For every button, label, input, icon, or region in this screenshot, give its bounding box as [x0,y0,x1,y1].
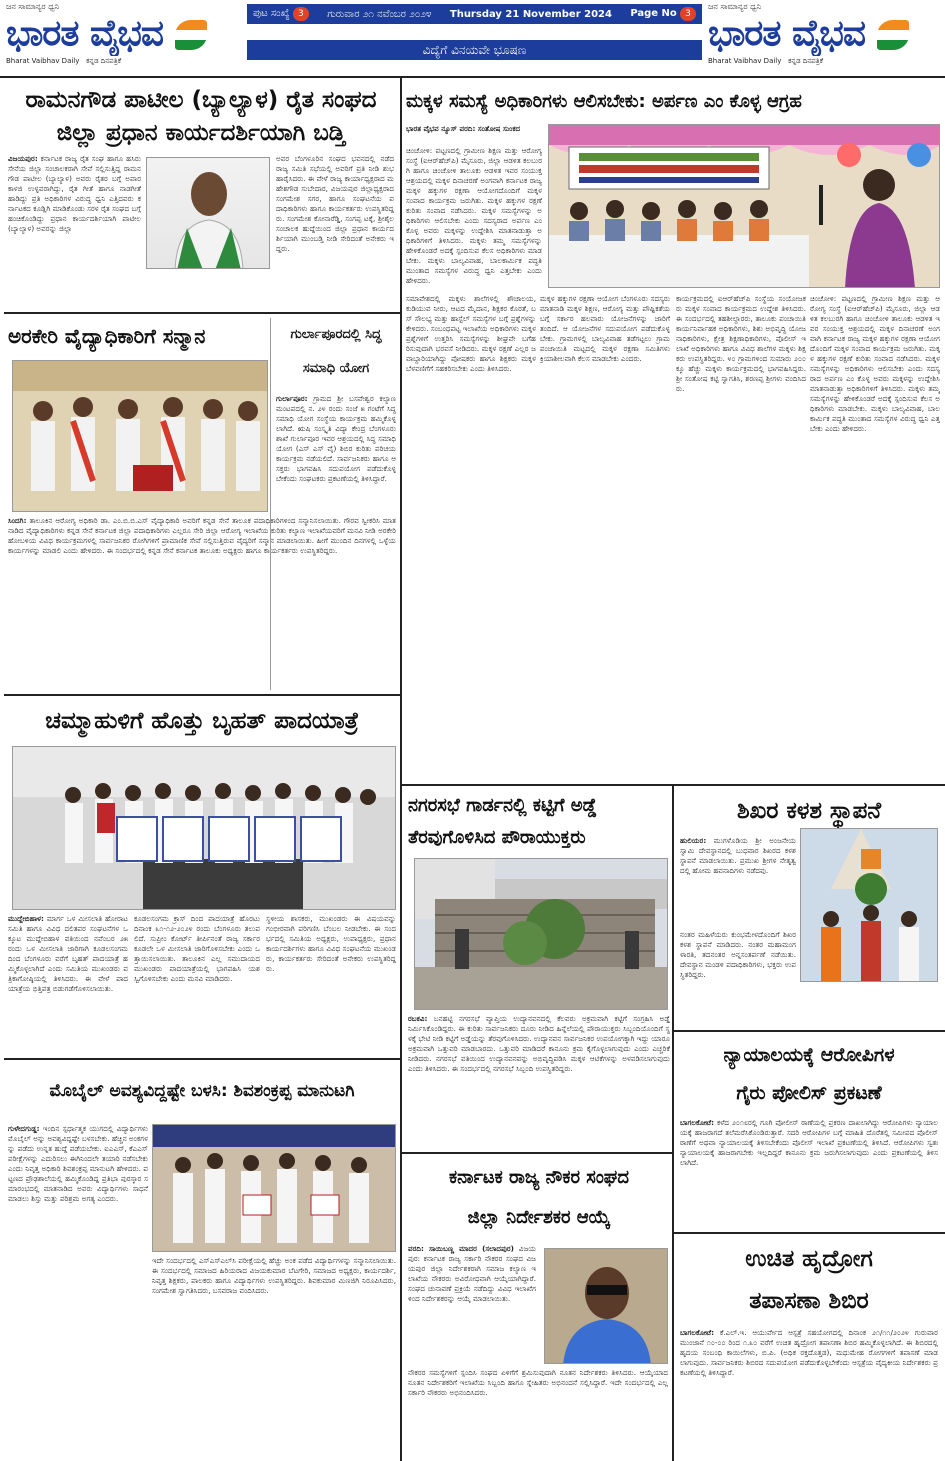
garden-clearance-icon [415,859,668,1010]
article-10-headline-line-1: ನ್ಯಾಯಾಲಯಕ್ಕೆ ಆರೋಪಿಗಳ [723,1044,895,1066]
article-6-photo [152,1124,396,1252]
flag-icon [175,20,207,50]
column-divider [400,78,402,1461]
flag-icon [877,20,909,50]
article-5-headline: ಚಮ್ಮಾಹುಳಿಗೆ ಹೊತ್ತು ಬೃಹತ್ ಪಾದಯಾತ್ರೆ [45,708,359,734]
article-3-headline-line-1: ಗುರ್ಲಾಪೂರದಲ್ಲಿ ಸಿದ್ಧ [290,327,382,342]
logo-left-name-text: ಭಾರತ ವೈಭವ [6,13,163,54]
article-4-body-1a: ಚಿಂಚೋಳಿ: ಪಟ್ಟಣದಲ್ಲಿ ಗ್ರಾಮೀಣ ಶಿಕ್ಷಣ ಮತ್ತು ಆರೋಗ್ಯ ಸಂಸ್ಥೆ (ಐಆರ್‌ಹೆಚ್‌ಪಿ) ಮೈಸೂರು, ಜಿಲ್ಲಾ ಆಡಳಿತ ಕಲಬುರಗಿ ಹಾಗೂ ಚಿಂಚೋಳಿ ತಾಲೂಕು ಆಡಳಿತ ಇವರ ಸಂಯುಕ್ತ ಆಶ್ರಯದಲ್ಲಿ ಮಕ್ಕಳ ದಿನಾಚರಣೆ ಅಂಗವಾಗಿ ಕರ್ನಾಟಕ ರಾಜ್ಯ ಮಕ್ಕಳ ಹಕ್ಕುಗಳ ರಕ್ಷಣಾ ಆಯೋಗದೊಂದಿಗೆ ಮಕ್ಕಳ ಸಂವಾದ ಕಾರ್ಯಕ್ರಮ ಜರುಗಿತು. ಮಕ್ಕಳ ಹಕ್ಕುಗಳ ರಕ್ಷಣೆ ಕುರಿತು ಸಂವಾದ ನಡೆಸಿದರು. ಮಕ್ಕಳ ಸಮಸ್ಯೆಗಳನ್ನು ಅಧಿಕಾರಿಗಳು ಆಲಿಸಬೇಕು ಎಂದು ಸದಸ್ಯರಾದ ಅರ್ಪಣ ಎಂ ಕೊಳ್ಳ ಅವರು ಮಕ್ಕಳನ್ನು ಉದ್ದೇಶಿಸಿ ಮಾತನಾಡುತ್ತಾ ಅಧಿಕಾರಿಗಳಿಗೆ ತಿಳಿಸಿದರು. ಮಕ್ಕಳು ತಮ್ಮ ಸಮಸ್ಯೆಗಳನ್ನು ಹೇಳಿಕೊಂಡರೆ ಅದಕ್ಕೆ ಸ್ಪಂದಿಸುವ ಕೆಲಸ ಅಧಿಕಾರಿಗಳು ಮಾಡಬೇಕು. ಮಕ್ಕಳು ಬಾಲ್ಯವಿವಾಹ, ಬಾಲಕಾರ್ಮಿಕ ಪದ್ಧತಿ ಮುಂತಾದ ಸಮಸ್ಯೆಗಳ ವಿರುದ್ಧ ಧ್ವನಿ ಎತ್ತಬೇಕು ಎಂದು ಹೇಳಿದರು. [406,146,542,285]
article-9-body-1 [680,836,796,926]
divider [4,1058,400,1060]
article-9-body-1-text: ಮುಗಳೊಡಿಯ ಶ್ರೀ ಅಂಜನೇಯ ಸ್ವಾಮಿ ದೇವಸ್ಥಾನದಲ್ಲಿ ಬುಧವಾರ ಶಿಖರದ ಕಳಶ ಸ್ಥಾಪನೆ ಮಾಡಲಾಯಿತು. ಪ್ರಮುಖ ಶ್ರೀಗಳ ನೇತೃತ್ವದಲ್ಲಿ ಹೋಮ ಹವನಾದಿಗಳು ನಡೆದವು. [680,836,796,875]
article-5-photo [12,746,396,910]
article-9-dateline: ಹುಲಿಯರ: [680,836,707,845]
article-11-headline [680,1238,938,1324]
children-interaction-event-icon [549,125,940,288]
article-1-photo [146,157,270,269]
article-6-dateline: ಗುಳೇದಗುಡ್ಡ: [8,1124,40,1133]
masthead-logo-right [708,2,940,74]
article-5-body-1-text: ಮಾರ್ಗ ಒಳ ಮೀಸಲಾತಿ ಹೋರಾಟ ಸಮಿತಿ ಹಾಗೂ ವಿವಿಧ ದಲಿತಪರ ಸಂಘಟನೆಗಳ ಒಕ್ಕೂಟ ಮುದ್ದೇಬಿಹಾಳ ವತಿಯಿಂದ ನವೆಂಬರ ೨೫ ರಂದು ಒಳ ಮೀಸಲಾತಿ ಜಾರಿಗಾಗಿ ಕೂಡಲಸಂಗಮದಿಂದ ಬೆಂಗಳೂರು ವರೆಗೆ ಬೃಹತ್ ಪಾದಯಾತ್ರೆ ಹಮ್ಮಿಕೊಳ್ಳಲಾಗಿದೆ ಎಂದು ಸಮಿತಿಯ ಮುಖಂಡರು ಪತ್ರಿಕಾಗೋಷ್ಠಿಯಲ್ಲಿ ತಿಳಿಸಿದರು. ಈ ವೇಳೆ ಪಾದಯಾತ್ರೆಯ ಭಿತ್ತಿಪತ್ರ ಬಿಡುಗಡೆಗೊಳಿಸಲಾಯಿತು. [8,914,128,993]
article-8-body-2: ನೌಕರರ ಸಮಸ್ಯೆಗಳಿಗೆ ಸ್ಪಂದಿಸಿ ಸಂಘದ ಏಳಿಗೆಗೆ ಶ್ರಮಿಸುವುದಾಗಿ ನೂತನ ನಿರ್ದೇಶಕರು ತಿಳಿಸಿದರು. ಆಯ್ಕೆಯಾದ ನೂತನ ನಿರ್ದೇಶಕರಿಗೆ ಇಲಾಖೆಯ ಸಿಬ್ಬಂದಿ ಹಾಗೂ ಸ್ನೇಹಿತರು ಅಭಿನಂದನೆ ಸಲ್ಲಿಸಿದ್ದಾರೆ. ಇದೇ ಸಂದರ್ಭದಲ್ಲಿ ಎಲ್ಲ ಸರ್ಕಾರಿ ನೌಕರರು ಅಭಿನಂದಿಸಿದರು. [408,1368,668,1397]
page-number-kn: 3 [293,7,309,21]
article-9-photo [800,828,938,982]
article-8-dateline: ವರದಿ: ಸಾಯಿಬಣ್ಣ ಮಾದರ (ಸಲಾದಪುರ) [408,1244,514,1253]
article-8-headline-line-2: ಜಿಲ್ಲಾ ನಿರ್ದೇಶಕರ ಆಯ್ಕೆ [467,1207,611,1228]
logo-right-sub-en: Bharat Vaibhav Daily [708,57,782,65]
felicitation-group-icon [13,361,268,512]
article-11-headline-line-2: ತಪಾಸಣಾ ಶಿಬಿರ [749,1288,869,1314]
masthead-logo-left [6,2,238,74]
article-11-body [680,1328,938,1456]
article-10-headline-line-2: ಗೈರು ಪೋಲಿಸ್ ಪ್ರಕಟಣೆ [736,1082,882,1104]
person-portrait-icon [147,158,270,269]
article-2-photo [12,360,268,512]
article-10-body-text: ಕಳೆದ ೨೦೧೮ರಲ್ಲಿ ಗೂಗಿ ಪೋಲೀಸ್ ಠಾಣೆಯಲ್ಲಿ ಪ್ರಕರಣ ದಾಖಲಾಗಿದ್ದು ಆರೋಪಿಗಳು ನ್ಯಾಯಾಲಯಕ್ಕೆ ಹಾಜರಾಗದೆ ತಲೆಮರೆಸಿಕೊಂಡಿರುತ್ತಾರೆ. ಸದರಿ ಆರೋಪಿಗಳ ಬಗ್ಗೆ ಮಾಹಿತಿ ದೊರೆತಲ್ಲಿ ಸಮೀಪದ ಪೊಲೀಸ್ ಠಾಣೆಗೆ ಅಥವಾ ನ್ಯಾಯಾಲಯಕ್ಕೆ ತಿಳಿಸಬೇಕೆಂದು ಪೊಲೀಸ್ ಇಲಾಖೆ ಪ್ರಕಟಣೆಯಲ್ಲಿ ತಿಳಿಸಿದೆ. ಆರೋಪಿಗಳು ಸ್ವತಃ ನ್ಯಾಯಾಲಯಕ್ಕೆ ಹಾಜರಾಗಬೇಕು ಇಲ್ಲದಿದ್ದರೆ ಕಾನೂನು ಕ್ರಮ ಜರುಗಿಸಲಾಗುವುದು ಎಂದು ಪ್ರಕಟಣೆಯಲ್ಲಿ ತಿಳಿಸಲಾಗಿದೆ. [680,1118,938,1167]
article-8-body-1-text: ವಿಜಯಪುರ: ಕರ್ನಾಟಕ ರಾಜ್ಯ ಸರ್ಕಾರಿ ನೌಕರರ ಸಂಘದ ವಿಜಯಪುರ ಜಿಲ್ಲಾ ನಿರ್ದೇಶಕರಾಗಿ ಸಮಾಜ ಕಲ್ಯಾಣ ಇಲಾಖೆಯ ನೌಕರರು ಅವಿರೋಧವಾಗಿ ಆಯ್ಕೆಯಾಗಿದ್ದಾರೆ. ಸಂಘದ ಚುನಾವಣೆ ಪ್ರಕ್ರಿಯೆ ನಡೆದಿದ್ದು ವಿವಿಧ ಇಲಾಖೆಗಳಿಂದ ನಿರ್ದೇಶಕರನ್ನು ಆಯ್ಕೆ ಮಾಡಲಾಯಿತು. [408,1244,536,1303]
article-1-body-left [8,154,141,306]
article-2-dateline: ಸಿಂದಗಿ: [8,516,27,525]
article-7-photo [414,858,668,1010]
article-4-headline: ಮಕ್ಕಳ ಸಮಸ್ಯೆ ಅಧಿಕಾರಿಗಳು ಆಲಿಸಬೇಕು: ಅರ್ಪಣ ಎಂ ಕೊಳ್ಳ ಆಗ್ರಹ [406,91,802,112]
article-5-body-1 [8,914,128,1054]
article-1-dateline: ವಿಜಯಪುರ: [8,154,38,163]
article-3-headline-line-2: ಸಮಾಧಿ ಯೋಗ [302,361,370,376]
masthead [0,0,945,78]
date-en: Thursday 21 November 2024 [449,8,612,20]
article-1-headline-line-2: ಜಿಲ್ಲಾ ಪ್ರಧಾನ ಕಾರ್ಯದರ್ಶಿಯಾಗಿ ಬಡ್ತಿ [56,120,346,146]
article-10-body [680,1118,938,1228]
article-6-body-1 [8,1124,148,1454]
award-ceremony-icon [153,1125,396,1252]
divider [4,312,400,314]
article-10-headline [680,1036,938,1114]
article-5-dateline: ಮುದ್ದೇಬಿಹಾಳ: [8,914,44,923]
article-4-body-4b: ಚಿಂಚೋಳಿ: ಪಟ್ಟಣದಲ್ಲಿ ಗ್ರಾಮೀಣ ಶಿಕ್ಷಣ ಮತ್ತು ಆರೋಗ್ಯ ಸಂಸ್ಥೆ (ಐಆರ್‌ಹೆಚ್‌ಪಿ) ಮೈಸೂರು, ಜಿಲ್ಲಾ ಆಡಳಿತ ಕಲಬುರಗಿ ಹಾಗೂ ಚಿಂಚೋಳಿ ತಾಲೂಕು ಆಡಳಿತ ಇವರ ಸಂಯುಕ್ತ ಆಶ್ರಯದಲ್ಲಿ ಮಕ್ಕಳ ದಿನಾಚರಣೆ ಅಂಗವಾಗಿ ಕರ್ನಾಟಕ ರಾಜ್ಯ ಮಕ್ಕಳ ಹಕ್ಕುಗಳ ರಕ್ಷಣಾ ಆಯೋಗದೊಂದಿಗೆ ಮಕ್ಕಳ ಸಂವಾದ ಕಾರ್ಯಕ್ರಮ ಜರುಗಿತು. ಮಕ್ಕಳ ಹಕ್ಕುಗಳ ರಕ್ಷಣೆ ಕುರಿತು ಸಂವಾದ ನಡೆಸಿದರು. ಮಕ್ಕಳ ಸಮಸ್ಯೆಗಳನ್ನು ಅಧಿಕಾರಿಗಳು ಆಲಿಸಬೇಕು ಎಂದು ಸದಸ್ಯರಾದ ಅರ್ಪಣ ಎಂ ಕೊಳ್ಳ ಅವರು ಮಕ್ಕಳನ್ನು ಉದ್ದೇಶಿಸಿ ಮಾತನಾಡುತ್ತಾ ಅಧಿಕಾರಿಗಳಿಗೆ ತಿಳಿಸಿದರು. ಮಕ್ಕಳು ತಮ್ಮ ಸಮಸ್ಯೆಗಳನ್ನು ಹೇಳಿಕೊಂಡರೆ ಅದಕ್ಕೆ ಸ್ಪಂದಿಸುವ ಕೆಲಸ ಅಧಿಕಾರಿಗಳು ಮಾಡಬೇಕು. ಮಕ್ಕಳು ಬಾಲ್ಯವಿವಾಹ, ಬಾಲಕಾರ್ಮಿಕ ಪದ್ಧತಿ ಮುಂತಾದ ಸಮಸ್ಯೆಗಳ ವಿರುದ್ಧ ಧ್ವನಿ ಎತ್ತಬೇಕು ಎಂದು ಹೇಳಿದರು. [810,294,940,433]
issue-info-bar [247,4,702,24]
article-1-headline [8,84,394,152]
page-label-kn-text: ಪುಟ ಸಂಖ್ಯೆ [253,8,290,19]
article-1-body-left-text: ಕರ್ನಾಟಕ ರಾಜ್ಯ ರೈತ ಸಂಘ ಹಾಗೂ ಹಸಿರು ಸೇನೆಯ ಜಿಲ್ಲಾ ಸಂಚಾಲಕರಾಗಿ ಸೇವೆ ಸಲ್ಲಿಸುತ್ತಿದ್ದ ರಾಮನಗೌಡ ಪಾಟೀಲ (ಬ್ಯಾಲ್ಯಾಳ) ಅವರು ರೈತರ ಬಗ್ಗೆ ಅಪಾರ ಕಾಳಜಿ ಉಳ್ಳವರಾಗಿದ್ದು, ರೈತ ಗೀತೆ ಹಾಗೂ ನಾಡಗೀತೆ ಹಾಡಿದ್ದು ಪ್ರತಿ ಅಧಿಕಾರಿಗಳ ವಿರುದ್ಧ ಧ್ವನಿ ಎತ್ತಿದವರು ಕರ್ನಾಟಕದ ಕೂಡ್ಲಿಗಿ ಮಾಡಿಕೊಂಡು ಸರಳ ರೈತ ಸಂಘದ ಬಗ್ಗೆ ಹಂಚಿಕೊಂಡಿದ್ದು ಪ್ರಧಾನ ಕಾರ್ಯದರ್ಶಿಯಾಗಿ ಪಾಟೀಲ (ಬ್ಯಾಲ್ಯಾಳ) ಅವರನ್ನು ಜಿಲ್ಲಾ [8,154,141,233]
article-6-body-2: ಇದೇ ಸಂದರ್ಭದಲ್ಲಿ ಎಸ್‌ಎಸ್‌ಎಲ್‌ಸಿ ಪರೀಕ್ಷೆಯಲ್ಲಿ ಹೆಚ್ಚು ಅಂಕ ಪಡೆದ ವಿದ್ಯಾರ್ಥಿಗಳನ್ನು ಸನ್ಮಾನಿಸಲಾಯಿತು. ಈ ಸಂದರ್ಭದಲ್ಲಿ ಸಮಾಜದ ಹಿರಿಯರಾದ ವಿಜಯಕುಮಾರ ಬೆಟಗೇರಿ, ಸಮಾಜದ ಅಧ್ಯಕ್ಷರು, ಕಾರ್ಯದರ್ಶಿ, ನಿವೃತ್ತ ಶಿಕ್ಷಕರು, ಪಾಲಕರು ಹಾಗೂ ವಿದ್ಯಾರ್ಥಿಗಳು ಉಪಸ್ಥಿತರಿದ್ದರು. ಶಿವಕುಮಾರ ಮಿಣಜಿಗಿ ನಿರೂಪಿಸಿದರು, ಸಂಗಮೇಶ ಸ್ವಾಗತಿಸಿದರು, ಬಸವರಾಜ ವಂದಿಸಿದರು. [152,1256,396,1295]
article-3-dateline: ಗುರ್ಲಾಪೂರ: [276,394,308,403]
article-4-body-2: ಸಮಾವೇಶದಲ್ಲಿ ಮಕ್ಕಳು ಶಾಲೆಗಳಲ್ಲಿ ಶೌಚಾಲಯ, ಕುಡಿಯುವ ನೀರು, ಆಟದ ಮೈದಾನ, ಶಿಕ್ಷಕರ ಕೊರತೆ, ಬಸ್ ಸೌಲಭ್ಯ ಮತ್ತು ಹಾಸ್ಟೆಲ್ ಸಮಸ್ಯೆಗಳ ಬಗ್ಗೆ ಪ್ರಶ್ನೆಗಳನ್ನು ಕೇಳಿದರು. ಸಂಬಂಧಪಟ್ಟ ಇಲಾಖೆಯ ಅಧಿಕಾರಿಗಳು ಮಕ್ಕಳ ಪ್ರಶ್ನೆಗಳಿಗೆ ಉತ್ತರಿಸಿ ಸಮಸ್ಯೆಗಳನ್ನು ಶೀಘ್ರವೇ ಬಗೆಹರಿಸುವುದಾಗಿ ಭರವಸೆ ನೀಡಿದರು. ಮಕ್ಕಳ ರಕ್ಷಣೆ ಎಲ್ಲರ ಜವಾಬ್ದಾರಿಯಾಗಿದ್ದು ಪೋಷಕರು ಹಾಗೂ ಶಿಕ್ಷಕರು ಮಕ್ಕಳ ಬೆಳವಣಿಗೆಗೆ ಸಹಕರಿಸಬೇಕು ಎಂದು ತಿಳಿಸಿದರು. [406,294,536,373]
tagline: ವಿದ್ಯೆಗೆ ವಿನಯವೇ ಭೂಷಣ [247,40,702,60]
article-2-body-text: ತಾಲೂಕಿನ ಆರೋಗ್ಯ ಅಧಿಕಾರಿ ಡಾ. ಎಂ.ಬಿ.ಬಿ.ಎಸ್ ವೈದ್ಯಾಧಿಕಾರಿ ಅವರಿಗೆ ಕನ್ನಡ ಸೇನೆ ತಾಲೂಕ ಪದಾಧಿಕಾರಿಗಳಿಂದ ಸನ್ಮಾನಿಸಲಾಯಿತು. ಗೌರವ ಸ್ವೀಕರಿಸಿ ಮಾತನಾಡಿದ ವೈದ್ಯಾಧಿಕಾರಿಗಳು ಕನ್ನಡ ಸೇನೆ ಕರ್ನಾಟಕ ಜಿಲ್ಲಾ ಪದಾಧಿಕಾರಿಗಳು ಎಲ್ಲರೂ ಸೇರಿ ಜಿಲ್ಲಾ ಆರೋಗ್ಯ ಇಲಾಖೆಯ ಕುರಿತು ಕಲ್ಯಾಣ ಇಲಾಖೆಯವರಿಗೆ ಮನವಿ ನೀಡಿ ಅರಕೇರಿ ಹೋಬಳಿಯ ವಿವಿಧ ಕಾರ್ಯಕ್ರಮಗಳಲ್ಲಿ ಸಾರ್ವಜನಿಕರ ರೋಗಿಗಳಿಗೆ ಪ್ರಾಮಾಣಿಕ ಸೇವೆ ಸಲ್ಲಿಸುತ್ತಿರುವ ವೈದ್ಯರಿಗೆ ಸನ್ಮಾನ ಮಾಡಲಾಯಿತು. ಹೀಗೆ ಮುಂದಿನ ದಿನಗಳಲ್ಲಿ ಒಳ್ಳೆಯ ಕಾರ್ಯಗಳನ್ನು ಮಾಡಲಿ ಎಂದು ಹೇಳಿದರು. ಈ ಸಂದರ್ಭದಲ್ಲಿ ಕನ್ನಡ ಸೇನೆ ಕರ್ನಾಟಕ ತಾಲೂಕು ಅಧ್ಯಕ್ಷರು ಹಾಗೂ ಕಾರ್ಯಕರ್ತರು ಉಪಸ್ಥಿತರಿದ್ದರು. [8,516,396,555]
article-5-body-3: ಸ್ಥಳೀಯ ಶಾಸಕರು, ಮುಖಂಡರು ಈ ವಿಷಯವನ್ನು ಗಂಭೀರವಾಗಿ ಪರಿಗಣಿಸಿ ಬೆಂಬಲ ನೀಡಬೇಕು. ಈ ಸಂದರ್ಭದಲ್ಲಿ ಸಮಿತಿಯ ಅಧ್ಯಕ್ಷರು, ಉಪಾಧ್ಯಕ್ಷರು, ಪ್ರಧಾನ ಕಾರ್ಯದರ್ಶಿಗಳು ಹಾಗೂ ವಿವಿಧ ಸಂಘಟನೆಯ ಮುಖಂಡರು, ಕಾರ್ಯಕರ್ತರು ಸೇರಿದಂತೆ ಅನೇಕರು ಉಪಸ್ಥಿತರಿದ್ದರು. [266,914,396,973]
article-7-headline-line-1: ನಗರಸಭೆ ಗಾರ್ಡನಲ್ಲಿ ಕಟ್ಟಿಗೆ ಅಡ್ಡೆ [408,795,597,816]
article-7-headline [408,790,670,854]
logo-left-sub-en: Bharat Vaibhav Daily [6,57,80,65]
divider [672,1030,945,1032]
article-4-body-4a: ಕಾರ್ಯಕ್ರಮದಲ್ಲಿ ಐಆರ್‌ಹೆಚ್‌ಪಿ ಸಂಸ್ಥೆಯ ಸಂಯೋಜಕರು ಮಕ್ಕಳ ಸಂವಾದ ಕಾರ್ಯಕ್ರಮದ ಉದ್ದೇಶ ತಿಳಿಸಿದರು. ಈ ಸಂದರ್ಭದಲ್ಲಿ ತಹಶೀಲ್ದಾರರು, ತಾಲೂಕು ಪಂಚಾಯಿತಿ ಕಾರ್ಯನಿರ್ವಾಹಕ ಅಧಿಕಾರಿಗಳು, ಶಿಶು ಅಭಿವೃದ್ಧಿ ಯೋಜನಾಧಿಕಾರಿಗಳು, ಕ್ಷೇತ್ರ ಶಿಕ್ಷಣಾಧಿಕಾರಿಗಳು, ಪೊಲೀಸ್ ಇಲಾಖೆ ಅಧಿಕಾರಿಗಳು ಹಾಗೂ ವಿವಿಧ ಶಾಲೆಗಳ ಮಕ್ಕಳು ಶಿಕ್ಷಕರು ಉಪಸ್ಥಿತರಿದ್ದರು. ೪೦ ಗ್ರಾಮಗಳಿಂದ ಸುಮಾರು ೨೦೦ಕ್ಕೂ ಹೆಚ್ಚು ಮಕ್ಕಳು ಕಾರ್ಯಕ್ರಮದಲ್ಲಿ ಭಾಗವಹಿಸಿದ್ದರು. ಶ್ರೀ ಸಂತೋಷ ಕಟ್ಟಿ ಸ್ವಾಗತಿಸಿ, ಶರಣಪ್ಪ ಶ್ರೀಗಳು ವಂದಿಸಿದರು. [676,294,806,393]
article-3-body [276,394,396,690]
article-9-body-2: ನಂತರ ಮಹಿಳೆಯರು ಕುಂಭಮೇಳದೊಂದಿಗೆ ಶಿಖರ ಕಳಶ ಸ್ಥಾಪನೆ ಮಾಡಿದರು. ನಂತರ ಮಹಾಮಂಗಳಾರತಿ, ತದನಂತರ ಅನ್ನಸಂತರ್ಪಣೆ ನಡೆಯಿತು. ದೇವಸ್ಥಾನ ಮಂಡಳಿ ಪದಾಧಿಕಾರಿಗಳು, ಭಕ್ತರು ಉಪಸ್ಥಿತರಿದ್ದರು. [680,930,796,979]
article-11-headline-line-1: ಉಚಿತ ಹೃದ್ರೋಗ [745,1246,873,1272]
article-5-body-2: ಕೂಡಲಸಂಗಮ ಕ್ರಾಸ್ ದಿಂದ ಪಾದಯಾತ್ರೆ ಹೊರಟು ದಿನಾಂಕ ೩೧-೧೨-೨೦೨೪ ರಂದು ಬೆಂಗಳೂರು ತಲುಪಲಿದೆ. ಸುಪ್ರೀಂ ಕೋರ್ಟ್ ತೀರ್ಪಿನಂತೆ ರಾಜ್ಯ ಸರ್ಕಾರ ಕೂಡಲೇ ಒಳ ಮೀಸಲಾತಿ ಜಾರಿಗೊಳಿಸಬೇಕು ಎಂದು ಒತ್ತಾಯಿಸಲಾಯಿತು. ತಾಲೂಕಿನ ಎಲ್ಲ ಸಮುದಾಯದ ಮುಖಂಡರು ಪಾದಯಾತ್ರೆಯಲ್ಲಿ ಭಾಗವಹಿಸಿ ಯಶಸ್ವಿಗೊಳಿಸಬೇಕು ಎಂದು ಮನವಿ ಮಾಡಿದರು. [134,914,260,983]
logo-right-name-text: ಭಾರತ ವೈಭವ [708,13,865,54]
page-label-en-text: Page No [630,8,677,19]
article-8-headline-line-1: ಕರ್ನಾಟಕ ರಾಜ್ಯ ನೌಕರ ಸಂಘದ [449,1167,629,1188]
article-10-dateline: ಬಾಗಲಕೋಟೆ: [680,1118,715,1127]
divider [4,694,400,696]
article-11-dateline: ಬಾಗಲಕೋಟೆ: [680,1328,715,1337]
article-1-body-right: ಅವರ ಬೆಂಗಳೂರಿನ ಸಂಘದ ಭವನದಲ್ಲಿ ನಡೆದ ರಾಜ್ಯ ಸಮಿತಿ ಸಭೆಯಲ್ಲಿ ಅವರಿಗೆ ಪ್ರತಿ ನೀಡಿ ಶುಭ ಹಾರೈಸಿದರು. ಈ ವೇಳೆ ರಾಜ್ಯ ಕಾರ್ಯಾಧ್ಯಕ್ಷರಾದ ಮಹೇಶಗೌಡ ಸುಬೇದಾರ, ವಿಜಯಪುರ ಜಿಲ್ಲಾಧ್ಯಕ್ಷರಾದ ಸಂಗಮೇಶ ಸಗರ, ಹಾಗೂ ಸಂಘಟನೆಯ ಪದಾಧಿಕಾರಿಗಳು ಹಾಗೂ ಕಾರ್ಯಕರ್ತರು ಉಪಸ್ಥಿತರಿದ್ದರು. ಸಂಗಮೇಶ ಕೋನಾರೆಡ್ಡಿ, ಸಂಗಪ್ಪ ಟಕ್ಕೆ, ಶ್ರೀಶೈಲ ಸಂಚಾಲಕ ಹುದ್ದೆಯಿಂದ ಜಿಲ್ಲಾ ಪ್ರಧಾನ ಕಾರ್ಯದರ್ಶಿಯಾಗಿ ಮುಂಬಡ್ತಿ ನೀಡಿ ಸೇರಿದಂತೆ ಅನೇಕರು ಇದ್ದರು. [276,154,394,253]
poster-release-group-icon [13,747,396,910]
column-divider-right [672,786,674,1461]
article-6-body-1-text: ಇಂದಿನ ಸ್ಪರ್ಧಾತ್ಮಕ ಯುಗದಲ್ಲಿ ವಿದ್ಯಾರ್ಥಿಗಳು ಮೊಬೈಲ್ ಅನ್ನು ಅವಶ್ಯವಿದ್ದಷ್ಟೇ ಬಳಸಬೇಕು. ಹೆಚ್ಚಿನ ಅಂಕಗಳನ್ನು ಪಡೆದು ಉನ್ನತ ಹುದ್ದೆ ಪಡೆಯಬೇಕು. ಐಎಎಸ್, ಕೆಎಎಸ್ ಪರೀಕ್ಷೆಗಳನ್ನು ಎದುರಿಸಲು ಈಗಿನಿಂದಲೇ ತಯಾರಿ ನಡೆಸಬೇಕು ಎಂದು ನಿವೃತ್ತ ಅಧಿಕಾರಿ ಶಿವಶಂಕ್ರಪ್ಪ ಮಾನುಟಗಿ ಹೇಳಿದರು. ಪಟ್ಟಣದ ಪ್ರೌಢಶಾಲೆಯಲ್ಲಿ ಹಮ್ಮಿಕೊಂಡಿದ್ದ ಪ್ರತಿಭಾ ಪುರಸ್ಕಾರ ಸಮಾರಂಭದಲ್ಲಿ ಮಾತನಾಡಿದ ಅವರು ವಿದ್ಯಾರ್ಥಿಗಳು ಸಾಧನೆ ಮಾಡಲು ಶಿಸ್ತು ಮತ್ತು ಪರಿಶ್ರಮ ಅಗತ್ಯ ಎಂದರು. [8,1124,148,1203]
article-7-headline-line-2: ತೆರವುಗೊಳಿಸಿದ ಪೌರಾಯುಕ್ತರು [408,827,586,848]
article-11-body-text: ಕೆ.ಎಲ್.ಇ. ಆಯುರ್ವೇದ ಆಸ್ಪತ್ರೆ ಸಹಯೋಗದಲ್ಲಿ ದಿನಾಂಕ ೨೧/೧೧/೨೦೨೪ ಗುರುವಾರ ಮುಂಜಾನೆ ೧೦-೦೦ ರಿಂದ ೧.೩೦ ವರೆಗೆ ಉಚಿತ ಹೃದ್ರೋಗ ತಪಾಸಣಾ ಶಿಬಿರ ಹಮ್ಮಿಕೊಳ್ಳಲಾಗಿದೆ. ಈ ಶಿಬಿರದಲ್ಲಿ ಹೃದಯ ಸಂಬಂಧಿ ಕಾಯಿಲೆಗಳು, ಬಿ.ಪಿ. (ಅಧಿಕ ರಕ್ತದೊತ್ತಡ), ಮಧುಮೇಹ ರೋಗಗಳಿಗೆ ತಪಾಸಣೆ ಮಾಡಲಾಗುವುದು. ಸಾರ್ವಜನಿಕರು ಶಿಬಿರದ ಸದುಪಯೋಗ ಪಡೆದುಕೊಳ್ಳಬೇಕೆಂದು ಆಸ್ಪತ್ರೆಯ ವೈದ್ಯಕೀಯ ನಿರ್ದೇಶಕರು ಪ್ರಕಟಣೆಯಲ್ಲಿ ತಿಳಿಸಿದ್ದಾರೆ. [680,1328,938,1377]
article-4-photo [548,124,940,288]
page-label-en [630,7,696,21]
article-7-body-text: ಬನಹಟ್ಟಿ ನಗರಸಭೆ ವ್ಯಾಪ್ತಿಯ ಉದ್ಯಾನವನದಲ್ಲಿ ಕೆಲವರು ಅಕ್ರಮವಾಗಿ ಕಟ್ಟಿಗೆ ಸಂಗ್ರಹಿಸಿ ಅಡ್ಡೆ ನಿರ್ಮಿಸಿಕೊಂಡಿದ್ದರು. ಈ ಕುರಿತು ಸಾರ್ವಜನಿಕರು ದೂರು ನೀಡಿದ ಹಿನ್ನೆಲೆಯಲ್ಲಿ ಪೌರಾಯುಕ್ತರು ಸಿಬ್ಬಂದಿಯೊಂದಿಗೆ ಸ್ಥಳಕ್ಕೆ ಭೇಟಿ ನೀಡಿ ಕಟ್ಟಿಗೆ ಅಡ್ಡೆಯನ್ನು ತೆರವುಗೊಳಿಸಿದರು. ಉದ್ಯಾನವನ ಸಾರ್ವಜನಿಕರ ಉಪಯೋಗಕ್ಕಾಗಿ ಇದ್ದು ಯಾರೂ ಅಕ್ರಮವಾಗಿ ಒತ್ತುವರಿ ಮಾಡಬಾರದು. ಒತ್ತುವರಿ ಮಾಡಿದರೆ ಕಾನೂನು ಕ್ರಮ ಕೈಗೊಳ್ಳಲಾಗುವುದು ಎಂದು ಎಚ್ಚರಿಕೆ ನೀಡಿದರು. ನಗರಸಭೆ ವತಿಯಿಂದ ಉದ್ಯಾನವನವನ್ನು ಅಭಿವೃದ್ಧಿಪಡಿಸಿ ಮಕ್ಕಳ ಆಟಿಕೆಗಳನ್ನು ಅಳವಡಿಸಲಾಗುವುದು ಎಂದು ತಿಳಿಸಿದರು. ಈ ಸಂದರ್ಭದಲ್ಲಿ ನಗರಸಭೆ ಸಿಬ್ಬಂದಿ ಉಪಸ್ಥಿತರಿದ್ದರು. [408,1014,670,1073]
divider [400,1152,672,1154]
logo-right-sub [708,56,940,66]
page-number-en: 3 [680,7,696,21]
article-8-photo [544,1248,668,1364]
article-8-headline [408,1158,670,1242]
divider [400,784,945,786]
temple-kalash-ceremony-icon [801,829,938,982]
article-7-dateline: ರಬಕವಿ: [408,1014,428,1023]
article-8-body-1 [408,1244,536,1364]
article-4-dateline: ಭಾರತ ವೈಭವ ನ್ಯೂಸ್ ವರದಿ: ಸಂತೋಷ ಸುಂಕದ [406,124,521,133]
article-3-body-text: ಗ್ರಾಮದ ಶ್ರೀ ಬಸವೇಶ್ವರ ಕಲ್ಯಾಣ ಮಂಟಪದಲ್ಲಿ ನ. ೨೪ ರಂದು ಸಂಜೆ ೫ ಗಂಟೆಗೆ ಸಿದ್ಧ ಸಮಾಧಿ ಯೋಗ ಸಂಸ್ಥೆಯ ಕಾರ್ಯಕ್ರಮ ಹಮ್ಮಿಕೊಳ್ಳಲಾಗಿದೆ. ಋಷಿ ಸಂಸ್ಕೃತಿ ವಿದ್ಯಾ ಕೇಂದ್ರ ಬೆಂಗಳೂರು ಶಾಖೆ ಗುರ್ಲಾಪೂರ ಇವರ ಆಶ್ರಯದಲ್ಲಿ ಸಿದ್ಧ ಸಮಾಧಿ ಯೋಗ (ಎಸ್ ಎಸ್ ವೈ) ಶಿಬಿರ ಕುರಿತು ಪರಿಚಯ ಕಾರ್ಯಕ್ರಮ ನಡೆಯಲಿದೆ. ಸಾರ್ವಜನಿಕರು ಹಾಗೂ ಆಸಕ್ತರು ಭಾಗವಹಿಸಿ ಸದುಪಯೋಗ ಪಡೆದುಕೊಳ್ಳಬೇಕೆಂದು ಸಂಘಟಕರು ಪ್ರಕಟಣೆಯಲ್ಲಿ ತಿಳಿಸಿದ್ದಾರೆ. [276,394,396,483]
article-4-body-3: ಮಕ್ಕಳ ಹಕ್ಕುಗಳ ರಕ್ಷಣಾ ಆಯೋಗ ಬೆಂಗಳೂರು ಸದಸ್ಯರು ಮಾತನಾಡಿ ಮಕ್ಕಳ ಶಿಕ್ಷಣ, ಆರೋಗ್ಯ ಮತ್ತು ಪೌಷ್ಟಿಕತೆಯ ಬಗ್ಗೆ ಸರ್ಕಾರ ಹಲವಾರು ಯೋಜನೆಗಳನ್ನು ಜಾರಿಗೆ ತಂದಿದೆ. ಆ ಯೋಜನೆಗಳ ಸದುಪಯೋಗ ಪಡೆದುಕೊಳ್ಳಬೇಕು. ಗ್ರಾಮಗಳಲ್ಲಿ ಬಾಲ್ಯವಿವಾಹ ತಡೆಗಟ್ಟಲು ಗ್ರಾಮ ಪಂಚಾಯಿತಿ ಮಟ್ಟದಲ್ಲಿ ಮಕ್ಕಳ ರಕ್ಷಣಾ ಸಮಿತಿಗಳು ಕ್ರಿಯಾಶೀಲವಾಗಿ ಕೆಲಸ ಮಾಡಬೇಕು ಎಂದರು. [540,294,670,363]
date-kn: ಗುರುವಾರ ೨೧ ನವೆಂಬರ ೨೦೨೪ [327,8,432,20]
article-7-body [408,1014,670,1148]
logo-right-top: ಜನ ಸಾಮಾನ್ಯರ ಧ್ವನಿ [708,2,762,11]
article-6-headline: ಮೊಬೈಲ್ ಅವಶ್ಯವಿದ್ದಷ್ಟೇ ಬಳಸಿ: ಶಿವಶಂಕ್ರಪ್ಪ ಮಾನುಟಗಿ [49,1081,355,1101]
logo-left-sub-kn: ಕನ್ನಡ ದಿನಪತ್ರಿಕೆ [86,57,122,65]
logo-right-sub-kn: ಕನ್ನಡ ದಿನಪತ್ರಿಕೆ [788,57,824,65]
article-1-headline-line-1: ರಾಮನಗೌಡ ಪಾಟೀಲ (ಬ್ಯಾಲ್ಯಾಳ) ರೈತ ಸಂಘದ [25,87,377,113]
article-2-headline: ಅರಕೇರಿ ವೈದ್ಯಾಧಿಕಾರಿಗೆ ಸನ್ಮಾನ [8,324,206,348]
logo-left-name [6,12,238,56]
divider [672,1232,945,1234]
person-portrait-icon [545,1249,668,1364]
logo-left-sub [6,56,238,66]
article-3-headline [276,318,396,388]
page-label-kn [253,7,309,21]
article-9-headline: ಶಿಖರ ಕಳಶ ಸ್ಥಾಪನೆ [736,798,882,824]
logo-left-top: ಜನ ಸಾಮಾನ್ಯರ ಧ್ವನಿ [6,2,60,11]
logo-right-name [708,12,940,56]
